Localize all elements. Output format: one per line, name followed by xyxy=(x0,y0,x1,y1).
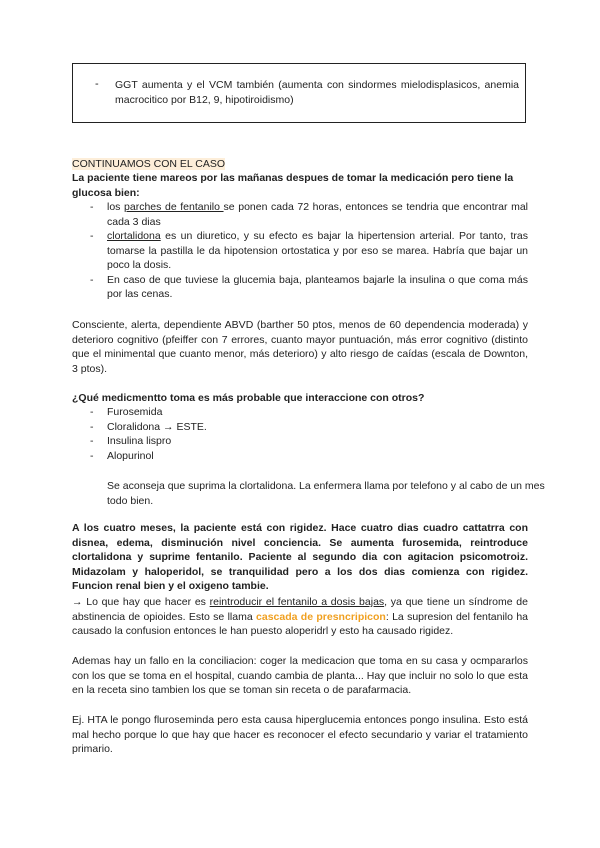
answer-paragraph: Se aconseja que suprima la clortalidona. La enfermera llama por telefono y al cabo de un mes todo bien. xyxy=(107,480,545,507)
option-item: - Alopurinol xyxy=(72,449,528,464)
list-item-clortalidona: - clortalidona es un diuretico, y su efecto es bajar la hipertension arterial. Por tanto, tras tomarse la pastilla le da hipotension ortostatica y por eso se marea. Habría que bajar un poco la dosis. xyxy=(72,229,528,273)
highlighted-cascada: cascada de presncripicon xyxy=(256,610,386,623)
conciliacion-paragraph: Ademas hay un fallo en la conciliacion: coger la medicacion que toma en su casa y ocmpararlos con los que se toma en el hospital, cuando cambia de planta... Hay que incluir no solo lo que esta en la receta sino tambien los que se toman sin receta o de parafarmacia. xyxy=(72,655,528,696)
ejemplo-paragraph: Ej. HTA le pongo fluroseminda pero esta causa hiperglucemia entonces pongo insulina. Esto está mal hecho porque lo que hay que hacer es reconocer el efecto secundario y variar el tratamiento primario. xyxy=(72,714,528,755)
bullet-dash: - xyxy=(95,78,99,90)
list-item-glucemia: - En caso de que tuviese la glucemia baja, planteamos bajarle la insulina o que coma más por las cenas. xyxy=(72,273,528,302)
section-heading xyxy=(72,157,528,172)
intro-paragraph: La paciente tiene mareos por las mañanas despues de tomar la medicación pero tiene la glucosa bien: xyxy=(72,172,514,199)
ggt-bullet-text: GGT aumenta y el VCM también (aumenta con sindormes mielodisplasicos, anemia macrocitico por B12, 9, hipotiroidismo) xyxy=(115,79,519,106)
option-item: - Furosemida xyxy=(72,405,528,420)
option-item: - Insulina lispro xyxy=(72,434,528,449)
question-title: ¿Qué medicmentto toma es más probable que interaccione con otros? xyxy=(72,392,425,404)
cuatro-meses-paragraph: A los cuatro meses, la paciente está con rigidez. Hace cuatro dias cuadro cattatrra con disnea, edema, disminución nivel conciencia. Se aumenta furosemida, reintroduce clortalidona y suprime fentanilo. Paciente al segundo dia con agitacion psicomotroiz. Midazolam y haloperidol, se tranquilidad pero a los dos dias comienza con rigidez. Funcion renal bien y el oxigeno tambie. xyxy=(72,522,528,592)
mareos-list xyxy=(72,200,528,302)
consciente-paragraph: Consciente, alerta, dependiente ABVD (barther 50 ptos, menos de 60 dependencia moderada) y deterioro cognitivo (pfeiffer con 7 errores, cuanto mayor puntuación, más error cognitivo (distinto que el minimental que cuanto menor, más deterioro) y alto riesgo de caídas (escala de Downton, 3 ptos). xyxy=(72,319,528,375)
underlined-clortalidona: clortalidona xyxy=(107,230,161,242)
underlined-reintroducir: reintroducir el fentanilo a dosis bajas xyxy=(209,596,385,608)
option-item: - Cloralidona → ESTE. xyxy=(72,420,528,435)
list-item-fentanilo: - los parches de fentanilo se ponen cada 72 horas, entonces se tendria que encontrar mal cada 3 dias xyxy=(72,200,528,229)
options-list xyxy=(72,405,528,463)
underlined-parches: parches de fentanilo xyxy=(124,201,224,213)
fentanilo-paragraph: → Lo que hay que hacer es reintroducir el fentanilo a dosis bajas, ya que tiene un síndrome de abstinencia de opioides. Esto se llama cascada de presncripicon: La supresion del fentanilo ha causado la confusion entonces le han puesto aloperidrl y esto ha causado rigidez. xyxy=(72,596,528,637)
bordered-note-box xyxy=(72,63,526,123)
highlighted-heading: CONTINUAMOS CON EL CASO xyxy=(72,158,226,170)
